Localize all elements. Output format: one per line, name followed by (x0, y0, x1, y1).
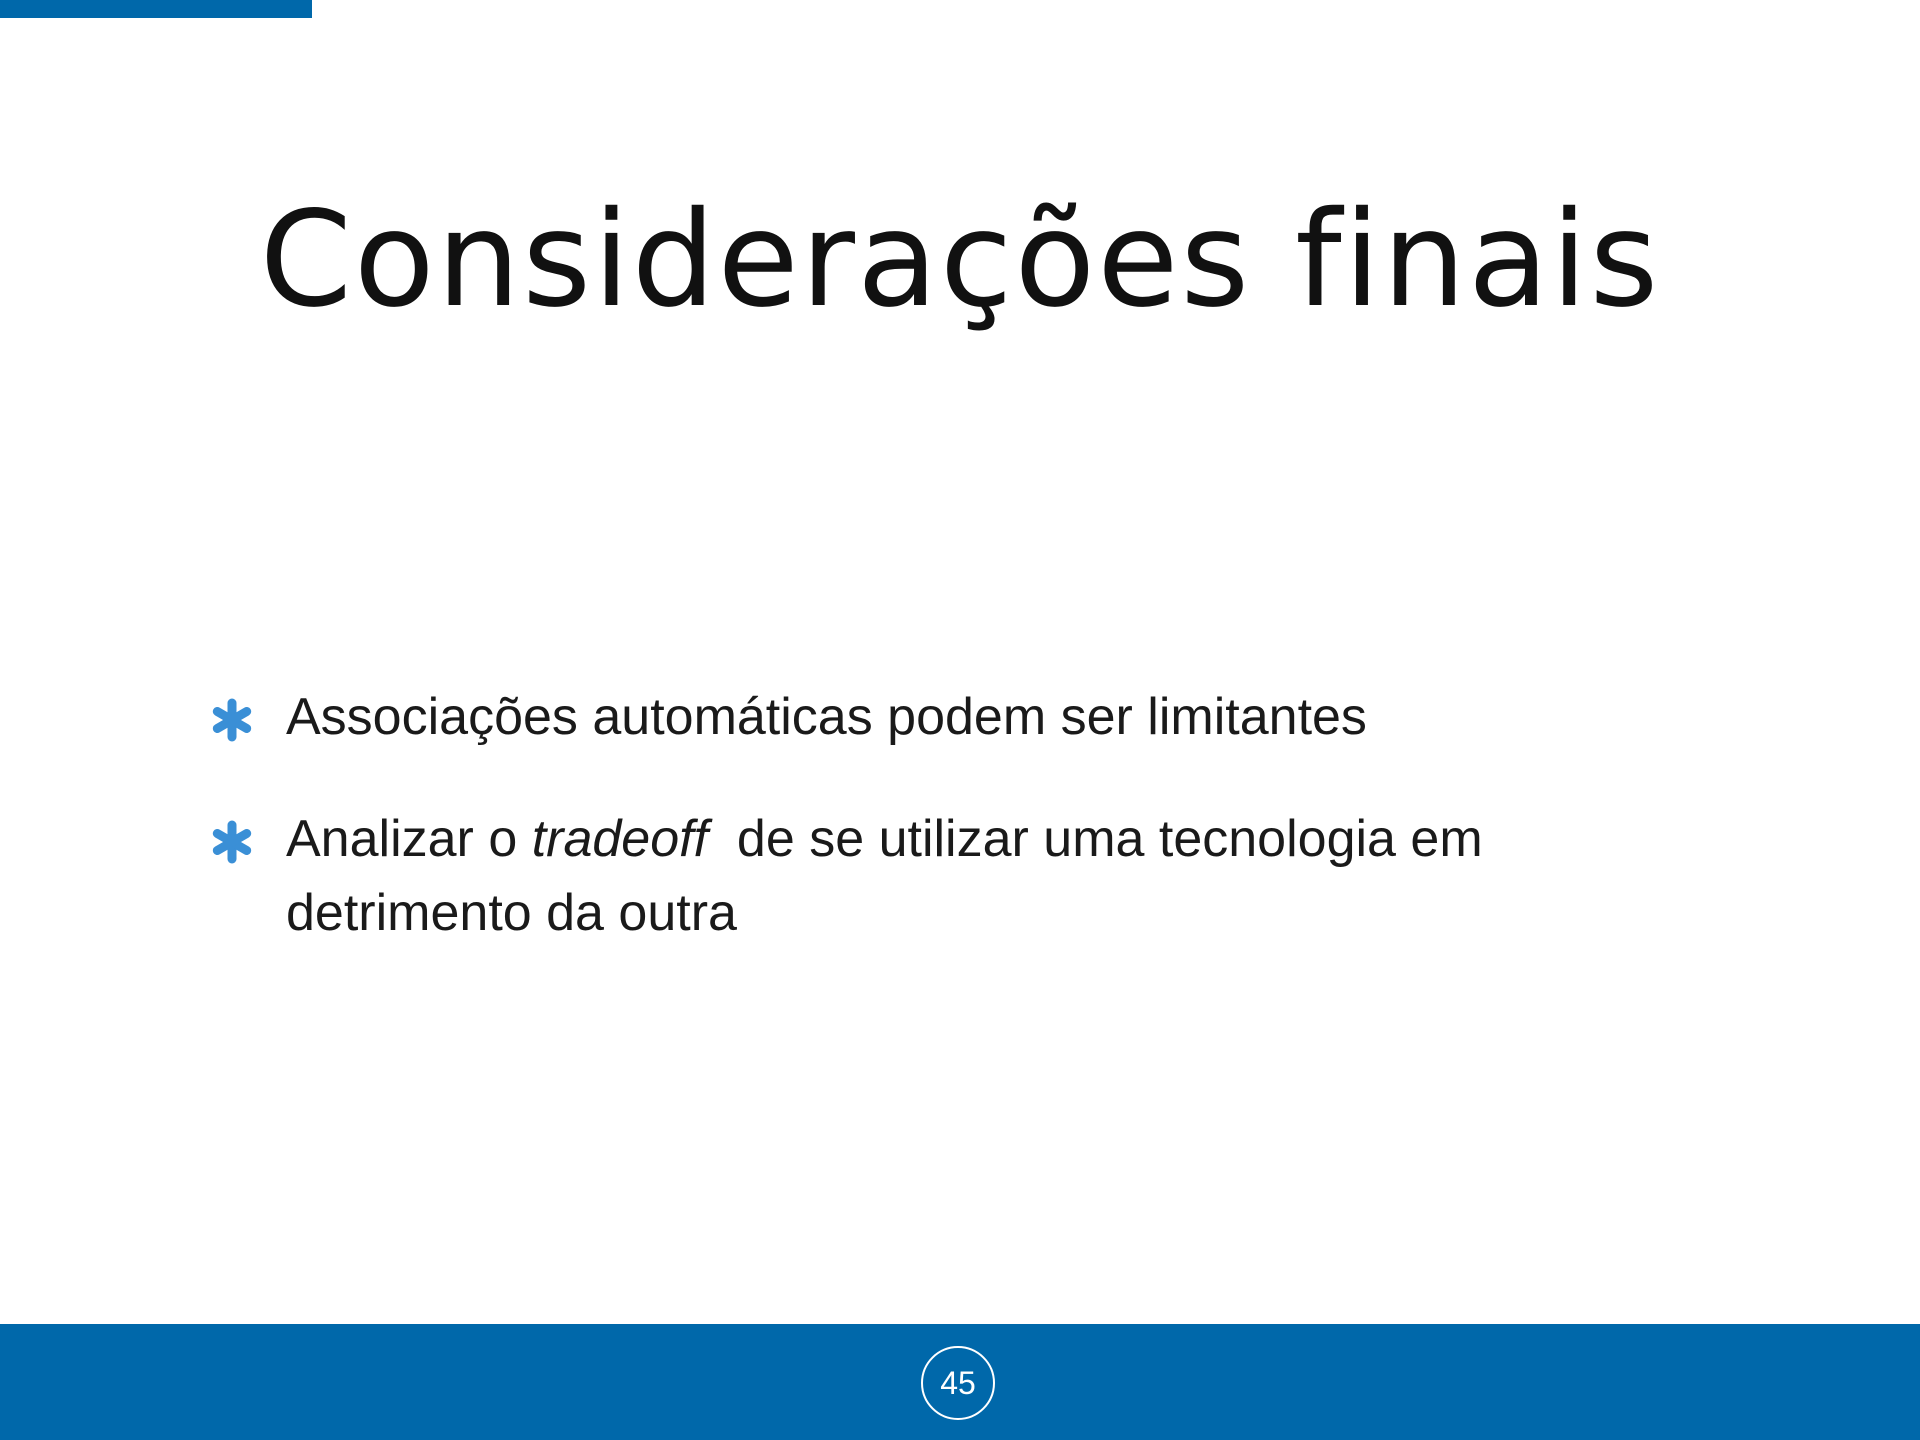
top-accent-bar (0, 0, 312, 18)
bullet-text-italic: tradeoff (531, 810, 709, 868)
bullet-item (210, 680, 1710, 754)
asterisk-icon (210, 820, 254, 864)
slide-title: Considerações finais (259, 183, 1661, 337)
bullet-text: Associações automáticas podem ser limitantes (286, 688, 1367, 746)
footer-bar (0, 1324, 1920, 1440)
page-number-badge: 45 (921, 1346, 995, 1420)
asterisk-icon (210, 698, 254, 742)
bullet-text-after: de se utilizar uma tecnologia em detrimento da outra (286, 810, 1498, 942)
bullet-list (210, 680, 1710, 998)
bullet-item (210, 802, 1710, 950)
bullet-text-before: Analizar o (286, 810, 532, 868)
